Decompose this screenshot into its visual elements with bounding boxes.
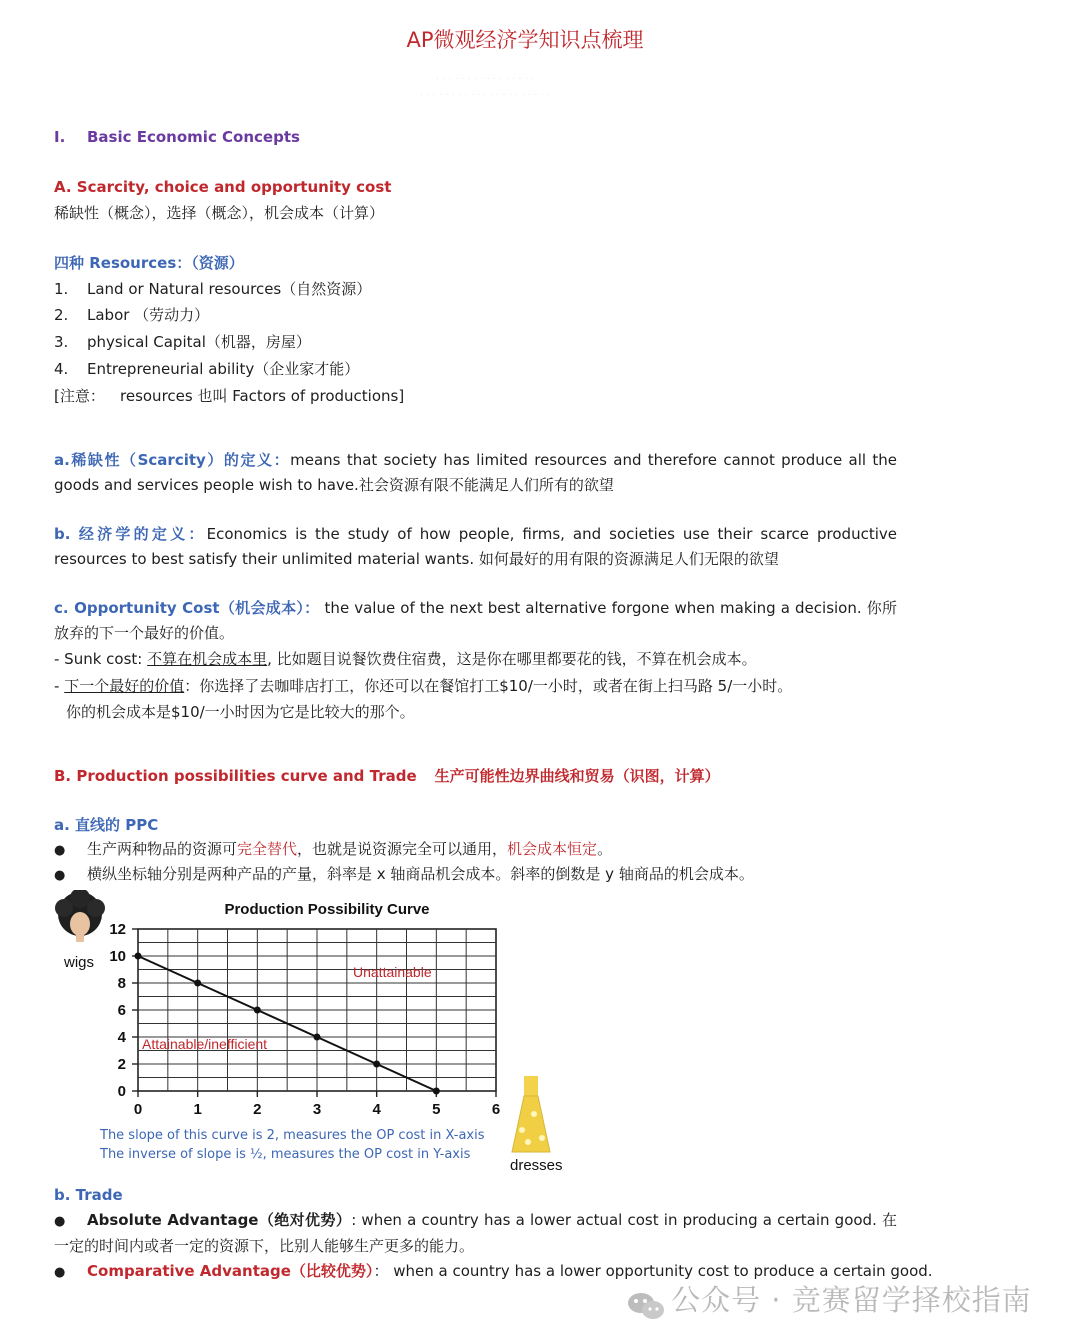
- y-axis-label: wigs: [64, 954, 95, 971]
- y-tick-label: 0: [117, 1083, 126, 1100]
- opportunity-cost-definition: c. Opportunity Cost（机会成本）： the value of the next best alternative forgone when making a decision. 你所放弃的下一个最好的价值。: [54, 599, 897, 642]
- ppc-heading: a. 直线的 PPC: [54, 816, 159, 834]
- x-tick-label: 4: [372, 1101, 381, 1118]
- section-b-heading: B. Production possibilities curve and Trade 生产可能性边界曲线和贸易（识图，计算）: [54, 767, 720, 785]
- ppc-point: [254, 1007, 261, 1014]
- wig-icon: [55, 890, 105, 942]
- scarcity-definition: a.稀缺性（Scarcity）的定义：means that society has limited resources and therefore cannot produce all the goods and services people wish to have.社会资源有限不能满足人们所有的欲望: [54, 451, 897, 494]
- x-tick-label: 6: [491, 1101, 501, 1118]
- y-tick-label: 12: [109, 921, 126, 938]
- section-a-heading: A. Scarcity, choice and opportunity cost: [54, 178, 392, 196]
- section-number: I.: [54, 128, 66, 146]
- trade-heading: b. Trade: [54, 1186, 123, 1204]
- x-tick-label: 3: [312, 1101, 322, 1118]
- y-tick-label: 2: [117, 1056, 126, 1073]
- ppc-bullet-1: ● 生产两种物品的资源可完全替代，也就是说资源完全可以通用，机会成本恒定。: [54, 840, 613, 858]
- ppc-point: [433, 1088, 440, 1095]
- economics-definition: b. 经济学的定义：Economics is the study of how people, firms, and societies use their scarce productive resources to best satisfy their unlimited material wants. 如何最好的用有限的资源满足人们无限的欲望: [54, 525, 897, 568]
- y-tick-label: 4: [117, 1029, 126, 1046]
- section-label: Basic Economic Concepts: [87, 128, 300, 146]
- section-heading: [54, 128, 300, 146]
- absolute-advantage: ● Absolute Advantage（绝对优势）: when a country has a lower actual cost in producing a certain good. 在一定的时间内或者一定的资源下，比别人能够生产更多的能力。: [54, 1211, 897, 1255]
- comparative-advantage: ● Comparative Advantage（比较优势）： when a country has a lower opportunity cost to produce a certain good.: [54, 1262, 933, 1280]
- watermark: 公众号 · 竞赛留学择校指南: [626, 1278, 1032, 1322]
- y-tick-label: 8: [117, 975, 126, 992]
- sunk-cost-note: - Sunk cost: 不算在机会成本里, 比如题目说餐饮费住宿费，这是你在哪里都要花的钱，不算在机会成本。: [54, 650, 757, 668]
- ppc-point: [314, 1034, 321, 1041]
- next-best-note: - 下一个最好的价值：你选择了去咖啡店打工，你还可以在餐馆打工$10/一小时，或者在街上扫马路 5/一小时。: [54, 677, 793, 695]
- x-tick-label: 1: [193, 1101, 202, 1118]
- resource-item: 3. physical Capital（机器，房屋）: [54, 333, 311, 351]
- resource-item: 2. Labor （劳动力）: [54, 306, 210, 324]
- resources-heading: 四种 Resources：（资源）: [54, 254, 244, 272]
- ppc-point: [373, 1061, 380, 1068]
- resource-item: 4. Entrepreneurial ability（企业家才能）: [54, 360, 360, 378]
- y-tick-label: 6: [117, 1002, 126, 1019]
- y-tick-label: 10: [109, 948, 126, 965]
- dress-icon: [512, 1076, 550, 1152]
- x-tick-label: 2: [253, 1101, 262, 1118]
- ppc-bullet-2: ● 横纵坐标轴分别是两种产品的产量，斜率是 x 轴商品机会成本。斜率的倒数是 y 轴商品的机会成本。: [54, 865, 754, 883]
- chart-title: Production Possibility Curve: [224, 901, 430, 918]
- x-tick-label: 0: [133, 1101, 143, 1118]
- ppc-point: [135, 953, 142, 960]
- slope-note-1: The slope of this curve is 2, measures the OP cost in X-axis: [100, 1128, 485, 1143]
- annotation-unattainable: Unattainable: [353, 964, 432, 980]
- annotation-attainable: Attainable/inefficient: [142, 1036, 268, 1052]
- slope-note-2: The inverse of slope is ½, measures the OP cost in Y-axis: [100, 1147, 471, 1162]
- wechat-icon: [626, 1290, 666, 1322]
- page-title: AP微观经济学知识点梳理: [406, 28, 644, 52]
- ppc-point: [194, 980, 201, 987]
- faint-line-1: · · · · · · · · · · · · · · · ·: [435, 74, 535, 85]
- resources-note: [注意： resources 也叫 Factors of productions]: [54, 387, 405, 405]
- resource-item: 1. Land or Natural resources（自然资源）: [54, 280, 372, 298]
- faint-line-2: · · · · · · · · · · · · · · · · · · · · ·: [419, 90, 551, 101]
- x-axis-label: dresses: [510, 1157, 563, 1174]
- section-a-subtitle: 稀缺性（概念），选择（概念），机会成本（计算）: [54, 204, 385, 222]
- x-tick-label: 5: [432, 1101, 441, 1118]
- next-best-note-line2: 你的机会成本是$10/一小时因为它是比较大的那个。: [66, 703, 415, 721]
